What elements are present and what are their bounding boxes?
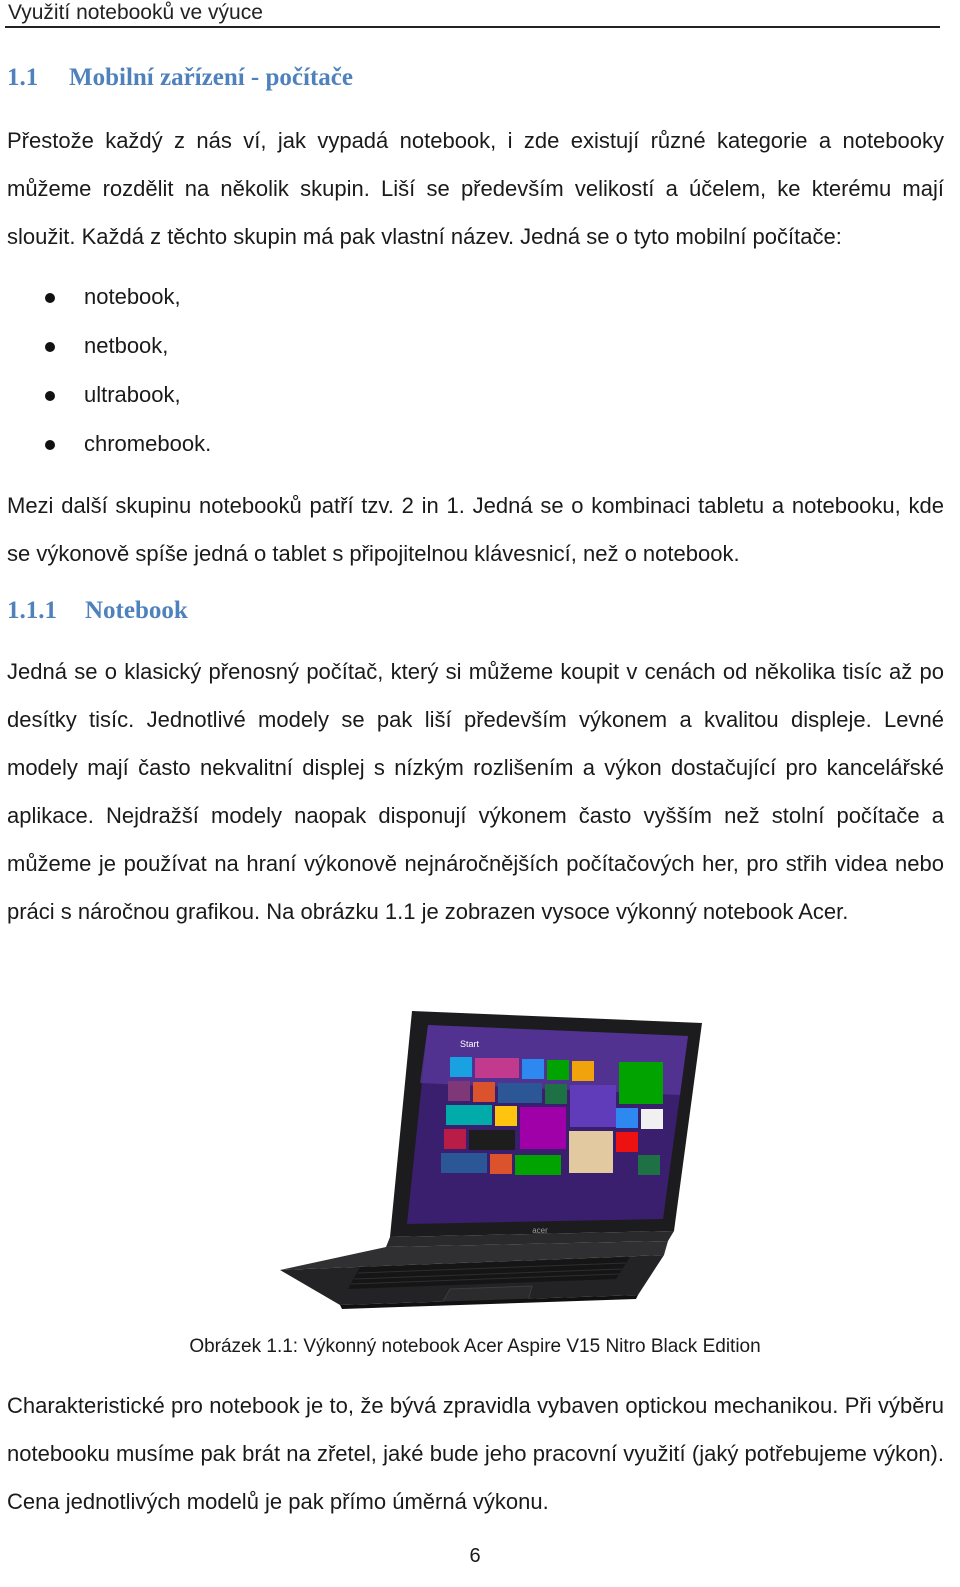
subsection-title: Notebook xyxy=(85,597,188,624)
notebook-types-list xyxy=(0,273,211,469)
section-title: Mobilní zařízení - počítače xyxy=(69,64,353,91)
section-heading xyxy=(7,64,353,92)
notebook-paragraph: Jedná se o klasický přenosný počítač, který si můžeme koupit v cenách od několika tisíc až po desítky tisíc. Jednotlivé modely se pak liší především výkonem a kvalitou displeje. Levné modely mají často nekvalitní displej s nízkým rozlišením a výkon dostačující pro kancelářské aplikace. Nejdražší modely naopak disponují výkonem často vyšším než stolní počítače a můžeme je používat na hraní výkonově nejnáročnějších počítačových her, pro střih videa nebo práci s náročnou grafikou. Na obrázku 1.1 je zobrazen vysoce výkonný notebook Acer. xyxy=(7,659,944,924)
bullet-icon xyxy=(45,293,55,303)
list-item: notebook, xyxy=(0,273,211,322)
list-item: chromebook. xyxy=(0,420,211,469)
subsection-number: 1.1.1 xyxy=(7,597,57,624)
intro-paragraph: Přestože každý z nás ví, jak vypadá notebook, i zde existují různé kategorie a notebooky můžeme rozdělit na několik skupin. Liší se především velikostí a účelem, ke kterému mají sloužit. Každá z těchto skupin má pak vlastní název. Jedná se o tyto mobilní počítače: xyxy=(7,128,944,249)
subsection-heading xyxy=(7,597,188,625)
closing-paragraph: Charakteristické pro notebook je to, že bývá zpravidla vybaven optickou mechanikou. Při výběru notebooku musíme pak brát na zřetel, jaké bude jeho pracovní využití (jaký potřebujeme výkon). Cena jednotlivých modelů je pak přímo úměrná výkonu. xyxy=(7,1393,944,1514)
bullet-icon xyxy=(45,342,55,352)
bullet-icon xyxy=(45,391,55,401)
header-rule xyxy=(5,26,940,28)
list-item: netbook, xyxy=(0,322,211,371)
running-header: Využití notebooků ve výuce xyxy=(8,1,263,24)
two-in-one-paragraph: Mezi další skupinu notebooků patří tzv. 2 in 1. Jedná se o kombinaci tabletu a notebooku, kde se výkonově spíše jedná o tablet s připojitelnou klávesnicí, než o notebook. xyxy=(7,493,944,566)
screen-start-label: Start xyxy=(460,1039,480,1049)
section-number: 1.1 xyxy=(7,64,39,91)
page-number: 6 xyxy=(469,1545,481,1567)
laptop-image xyxy=(270,1005,710,1310)
bullet-icon xyxy=(45,440,55,450)
figure-caption: Obrázek 1.1: Výkonný notebook Acer Aspire V15 Nitro Black Edition xyxy=(189,1336,761,1357)
list-item: ultrabook, xyxy=(0,371,211,420)
acer-logo: acer xyxy=(532,1226,548,1235)
